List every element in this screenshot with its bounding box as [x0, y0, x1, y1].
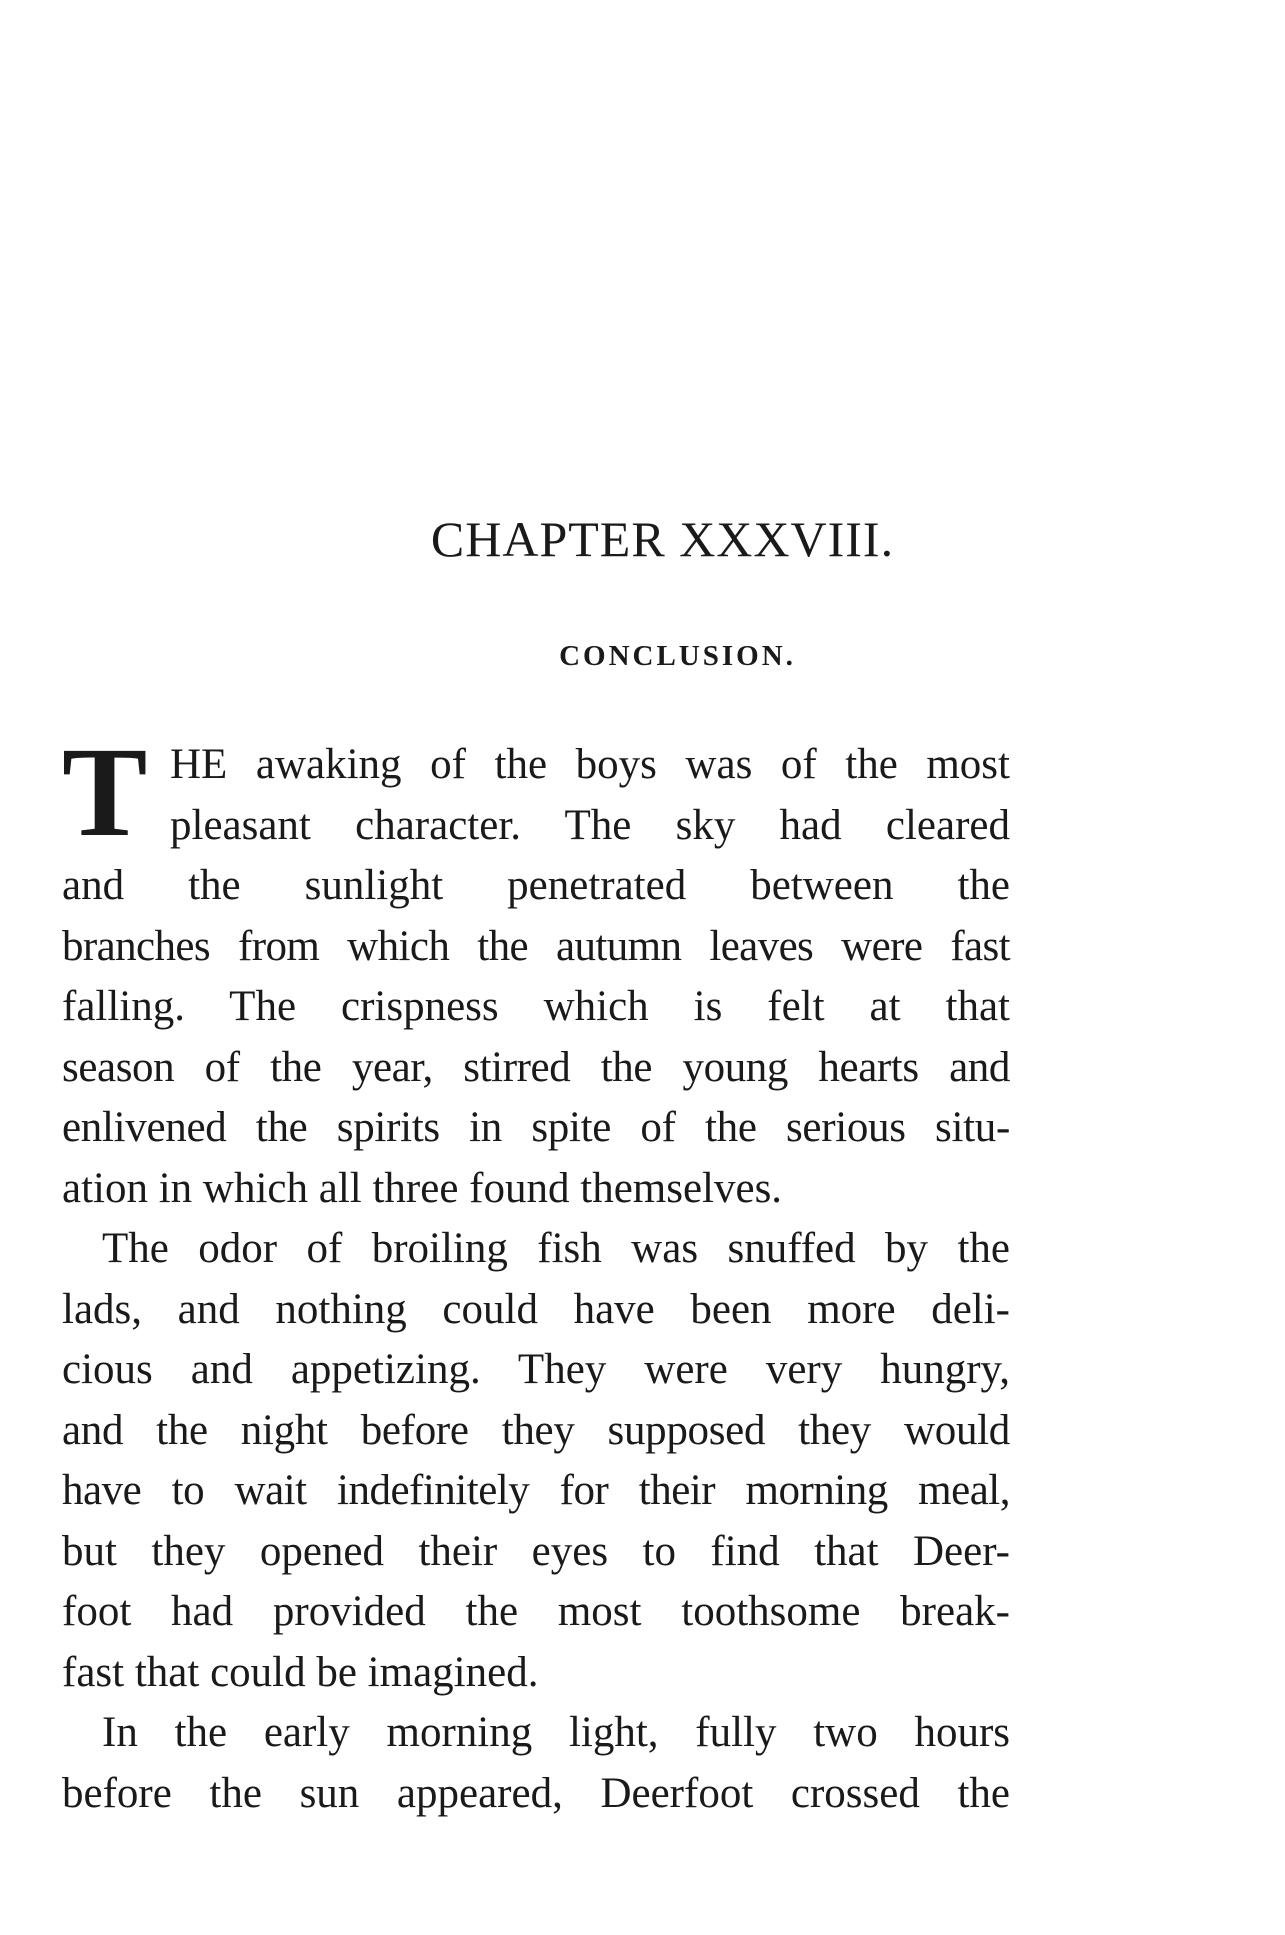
- text-line: In the early morning light, fully two hours: [102, 1709, 1010, 1756]
- text-line: HE awaking of the boys was of the most: [170, 741, 1010, 788]
- text-line: falling. The crispness which is felt at that: [62, 983, 1010, 1030]
- text-line: ation in which all three found themselves.: [62, 1164, 783, 1212]
- text-line: have to wait indefinitely for their morning meal,: [62, 1467, 1010, 1514]
- text-line: before the sun appeared, Deerfoot crossed the: [62, 1769, 1010, 1817]
- text-line: lads, and nothing could have been more deli-: [62, 1285, 1010, 1333]
- text-line: and the night before they supposed they would: [62, 1406, 1010, 1454]
- drop-cap: T: [62, 721, 148, 863]
- text-line: fast that could be imagined.: [62, 1648, 539, 1696]
- text-line: The odor of broiling fish was snuffed by the: [102, 1225, 1010, 1272]
- body-text: [62, 721, 1010, 1824]
- text-line: season of the year, stirred the young hearts and: [62, 1043, 1010, 1091]
- text-line: cious and appetizing. They were very hungry,: [62, 1346, 1010, 1393]
- text-line: pleasant character. The sky had cleared: [170, 801, 1010, 849]
- text-line: but they opened their eyes to find that Deer-: [62, 1527, 1010, 1575]
- text-line: enlivened the spirits in spite of the serious situ-: [62, 1104, 1010, 1151]
- text-line: and the sunlight penetrated between the: [62, 862, 1010, 909]
- chapter-title: CHAPTER XXXVIII.: [430, 511, 895, 567]
- chapter-subtitle: CONCLUSION.: [559, 640, 796, 672]
- text-line: foot had provided the most toothsome break-: [62, 1588, 1010, 1635]
- text-line: branches from which the autumn leaves were fast: [62, 922, 1010, 970]
